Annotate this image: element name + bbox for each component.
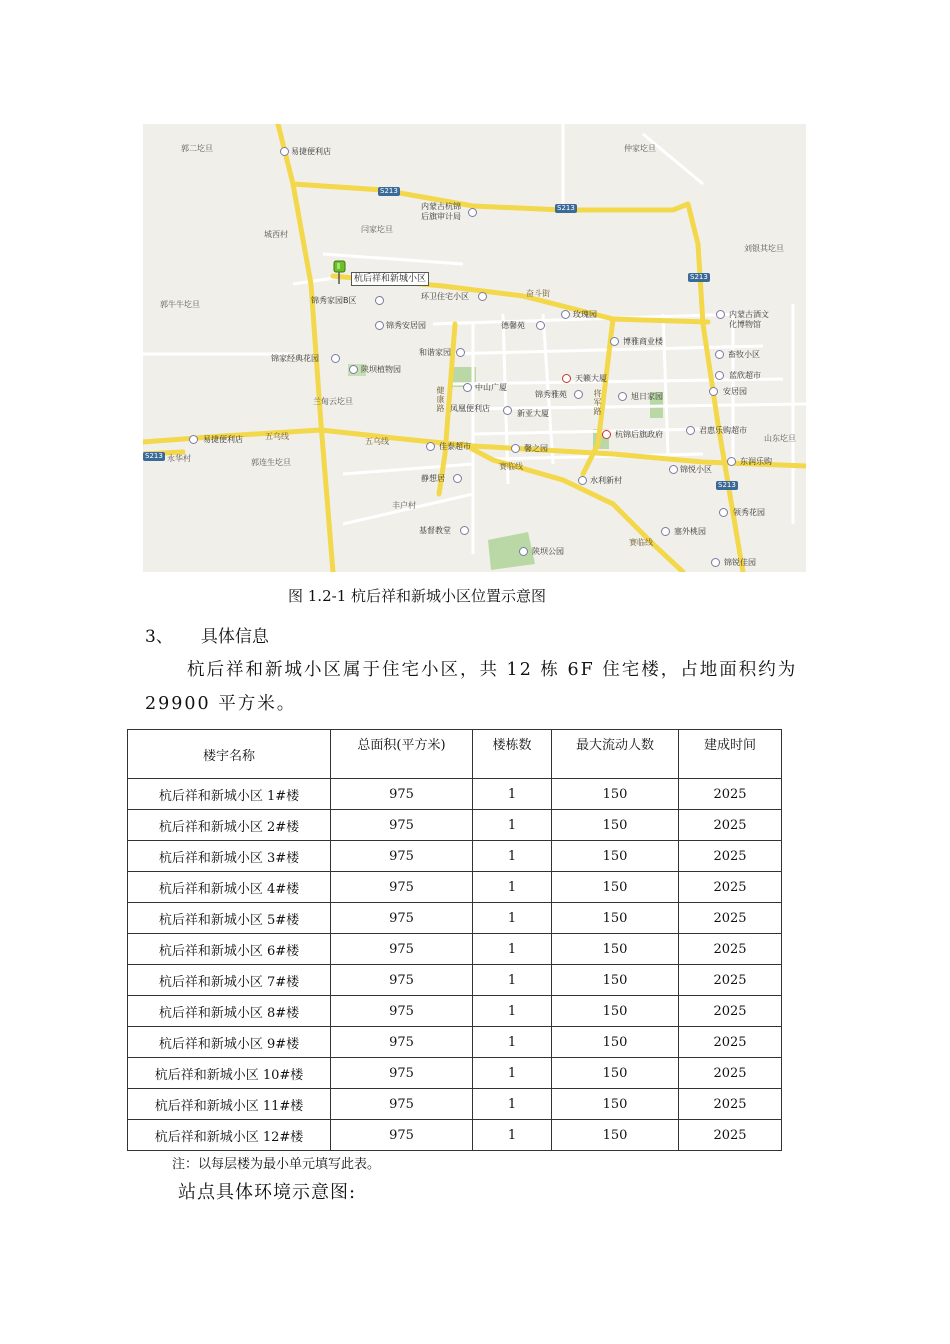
poi-icon xyxy=(618,392,627,401)
poi-icon xyxy=(426,442,435,451)
map-label: 佳泰超市 xyxy=(439,442,471,451)
table-cell: 1 xyxy=(473,841,552,872)
table-cell: 975 xyxy=(331,996,473,1027)
table-cell: 1 xyxy=(473,1089,552,1120)
table-cell: 杭后祥和新城小区 9#楼 xyxy=(128,1027,331,1058)
section-number: 3、 xyxy=(145,627,173,647)
table-row xyxy=(128,841,782,872)
table-cell: 975 xyxy=(331,934,473,965)
table-cell: 2025 xyxy=(679,903,782,934)
table-cell: 150 xyxy=(552,779,679,810)
map-label: 后旗审计局 xyxy=(421,212,461,221)
table-row xyxy=(128,779,782,810)
table-cell: 2025 xyxy=(679,841,782,872)
table-cell: 杭后祥和新城小区 6#楼 xyxy=(128,934,331,965)
map-label: 静想居 xyxy=(421,474,445,483)
table-cell: 150 xyxy=(552,1058,679,1089)
map-label: 博雅商业楼 xyxy=(623,337,663,346)
map-label: 锦秀安居园 xyxy=(386,321,426,330)
table-cell: 2025 xyxy=(679,1120,782,1151)
location-callout[interactable]: 杭后祥和新城小区 xyxy=(351,272,429,286)
poi-icon xyxy=(561,310,570,319)
table-cell: 杭后祥和新城小区 12#楼 xyxy=(128,1120,331,1151)
table-cell: 1 xyxy=(473,965,552,996)
poi-icon xyxy=(453,474,462,483)
map-label: 锦家经典花园 xyxy=(271,354,319,363)
table-cell: 杭后祥和新城小区 11#楼 xyxy=(128,1089,331,1120)
map-label: 君惠乐购超市 xyxy=(699,426,747,435)
map-label: 德馨苑 xyxy=(501,321,525,330)
poi-icon xyxy=(511,444,520,453)
highway-shield: S213 xyxy=(690,273,708,281)
table-cell: 975 xyxy=(331,841,473,872)
table-cell: 975 xyxy=(331,965,473,996)
poi-icon xyxy=(536,321,545,330)
table-cell: 975 xyxy=(331,872,473,903)
poi-icon xyxy=(602,430,611,439)
poi-icon xyxy=(478,292,487,301)
highway-shield: S213 xyxy=(380,187,398,195)
map-label: 郭二圪旦 xyxy=(181,144,213,153)
map-label: 塞外桃园 xyxy=(674,527,706,536)
location-map[interactable] xyxy=(143,124,806,572)
map-label: 水利新村 xyxy=(590,476,622,485)
poi-icon xyxy=(460,526,469,535)
poi-icon xyxy=(519,547,528,556)
map-label: 易捷便利店 xyxy=(291,147,331,156)
poi-icon xyxy=(280,147,289,156)
map-label: 玫瑰园 xyxy=(573,310,597,319)
road-label: 五乌线 xyxy=(265,432,289,441)
table-cell: 1 xyxy=(473,996,552,1027)
poi-icon xyxy=(349,365,358,374)
table-cell: 1 xyxy=(473,1027,552,1058)
table-row xyxy=(128,872,782,903)
poi-icon xyxy=(715,350,724,359)
table-cell: 2025 xyxy=(679,872,782,903)
table-cell: 2025 xyxy=(679,810,782,841)
map-label: 畜牧小区 xyxy=(728,350,760,359)
table-cell: 150 xyxy=(552,1120,679,1151)
site-heading: 站点具体环境示意图: xyxy=(178,1182,357,1203)
map-label: 环卫住宅小区 xyxy=(421,292,469,301)
poi-icon xyxy=(331,354,340,363)
table-cell: 1 xyxy=(473,934,552,965)
poi-icon xyxy=(574,390,583,399)
poi-icon xyxy=(715,371,724,380)
table-cell: 杭后祥和新城小区 2#楼 xyxy=(128,810,331,841)
section-heading xyxy=(145,622,269,647)
table-cell: 975 xyxy=(331,779,473,810)
poi-icon xyxy=(727,457,736,466)
table-cell: 975 xyxy=(331,1027,473,1058)
description-paragraph: 杭后祥和新城小区属于住宅小区，共 12 栋 6F 住宅楼，占地面积约为 29900 平方米。 xyxy=(145,660,798,714)
road-label: 赛临线 xyxy=(629,538,653,547)
map-label: 锦秀家园B区 xyxy=(311,296,357,305)
location-pin-icon[interactable] xyxy=(331,259,349,285)
table-cell: 1 xyxy=(473,810,552,841)
highway-shield: S213 xyxy=(718,481,736,489)
table-cell: 150 xyxy=(552,965,679,996)
map-label: 内蒙古酒文 xyxy=(729,310,769,319)
section-title: 具体信息 xyxy=(200,627,269,647)
table-cell: 2025 xyxy=(679,965,782,996)
map-label: 易捷便利店 xyxy=(203,435,243,444)
poi-icon xyxy=(610,337,619,346)
table-cell: 150 xyxy=(552,841,679,872)
map-label: 和谐家园 xyxy=(419,348,451,357)
table-row xyxy=(128,903,782,934)
table-cell: 2025 xyxy=(679,934,782,965)
table-cell: 975 xyxy=(331,1089,473,1120)
poi-icon xyxy=(716,310,725,319)
table-cell: 975 xyxy=(331,1120,473,1151)
column-header: 建成时间 xyxy=(679,730,782,779)
table-cell: 2025 xyxy=(679,779,782,810)
map-label: 陕坝公园 xyxy=(532,547,564,556)
map-label: 城西村 xyxy=(264,230,288,239)
poi-icon xyxy=(375,321,384,330)
map-label: 杭锦后旗政府 xyxy=(615,430,663,439)
map-label: 刘银其圪旦 xyxy=(744,244,784,253)
map-label: 中山广厦 xyxy=(475,383,507,392)
table-row xyxy=(128,996,782,1027)
table-cell: 2025 xyxy=(679,1027,782,1058)
road-label: 将军路 xyxy=(593,389,602,416)
map-label: 蓝欣超市 xyxy=(729,371,761,380)
table-cell: 975 xyxy=(331,810,473,841)
building-table xyxy=(127,729,782,1151)
table-cell: 2025 xyxy=(679,1089,782,1120)
map-roads xyxy=(143,124,806,572)
map-label: 锦悦小区 xyxy=(680,465,712,474)
column-header: 楼栋数 xyxy=(473,730,552,779)
table-cell: 1 xyxy=(473,1120,552,1151)
table-cell: 150 xyxy=(552,1089,679,1120)
table-cell: 杭后祥和新城小区 10#楼 xyxy=(128,1058,331,1089)
table-cell: 150 xyxy=(552,1027,679,1058)
map-label: 基督教堂 xyxy=(419,526,451,535)
table-header-row xyxy=(128,730,782,779)
table-cell: 150 xyxy=(552,996,679,1027)
map-label: 旭日家园 xyxy=(631,392,663,401)
table-cell: 杭后祥和新城小区 5#楼 xyxy=(128,903,331,934)
map-label: 领秀花园 xyxy=(733,508,765,517)
poi-icon xyxy=(463,383,472,392)
table-cell: 2025 xyxy=(679,1058,782,1089)
map-label: 陕坝植物园 xyxy=(361,365,401,374)
poi-icon xyxy=(375,296,384,305)
table-cell: 150 xyxy=(552,872,679,903)
map-label: 仲家圪旦 xyxy=(624,144,656,153)
poi-icon xyxy=(709,387,718,396)
map-label: 闫家圪旦 xyxy=(361,225,393,234)
poi-icon xyxy=(578,476,587,485)
table-cell: 1 xyxy=(473,903,552,934)
map-label: 郭连生圪旦 xyxy=(251,458,291,467)
map-label: 东润乐购 xyxy=(740,457,772,466)
poi-icon xyxy=(468,208,477,217)
table-cell: 1 xyxy=(473,1058,552,1089)
poi-icon xyxy=(503,406,512,415)
table-cell: 杭后祥和新城小区 4#楼 xyxy=(128,872,331,903)
column-header: 总面积(平方米) xyxy=(331,730,473,779)
map-label: 安居园 xyxy=(723,387,747,396)
road-label: 五乌线 xyxy=(365,437,389,446)
poi-icon xyxy=(686,426,695,435)
column-header: 楼宇名称 xyxy=(128,730,331,779)
table-cell: 150 xyxy=(552,810,679,841)
poi-icon xyxy=(719,508,728,517)
poi-icon xyxy=(562,374,571,383)
poi-icon xyxy=(711,558,720,567)
map-label: 新亚大厦 xyxy=(517,409,549,418)
table-cell: 杭后祥和新城小区 7#楼 xyxy=(128,965,331,996)
map-label: 锦秀雅苑 xyxy=(535,390,567,399)
poi-icon xyxy=(669,465,678,474)
table-cell: 1 xyxy=(473,872,552,903)
table-row xyxy=(128,965,782,996)
map-label: 凤凰便利店 xyxy=(450,404,490,413)
poi-icon xyxy=(189,435,198,444)
poi-icon xyxy=(661,527,670,536)
map-label: 化博物馆 xyxy=(729,320,761,329)
map-label: 天籁大厦 xyxy=(575,374,607,383)
table-cell: 975 xyxy=(331,903,473,934)
map-label: 永华村 xyxy=(167,454,191,463)
poi-icon xyxy=(456,348,465,357)
map-label: 丰户村 xyxy=(392,501,416,510)
table-cell: 1 xyxy=(473,779,552,810)
map-label: 锦锐佳园 xyxy=(724,558,756,567)
table-cell: 2025 xyxy=(679,996,782,1027)
map-label: 山东圪旦 xyxy=(764,434,796,443)
table-cell: 杭后祥和新城小区 3#楼 xyxy=(128,841,331,872)
table-cell: 975 xyxy=(331,1058,473,1089)
table-row xyxy=(128,1027,782,1058)
table-row xyxy=(128,1058,782,1089)
table-cell: 150 xyxy=(552,903,679,934)
table-cell: 150 xyxy=(552,934,679,965)
map-label: 内蒙古杭锦 xyxy=(421,202,461,211)
table-note: 注：以每层楼为最小单元填写此表。 xyxy=(172,1157,381,1172)
map-label: 兰甸云圪旦 xyxy=(313,397,353,406)
road-label: 奋斗街 xyxy=(526,289,550,298)
highway-shield: S213 xyxy=(145,452,163,460)
column-header: 最大流动人数 xyxy=(552,730,679,779)
map-label: 馨之园 xyxy=(524,444,548,453)
table-row xyxy=(128,1089,782,1120)
table-row xyxy=(128,1120,782,1151)
table-row xyxy=(128,810,782,841)
road-label: 健康路 xyxy=(436,386,445,413)
highway-shield: S213 xyxy=(557,204,575,212)
map-label: 郭牛牛圪旦 xyxy=(160,300,200,309)
road-label: 赛临线 xyxy=(499,462,523,471)
table-cell: 杭后祥和新城小区 1#楼 xyxy=(128,779,331,810)
table-cell: 杭后祥和新城小区 8#楼 xyxy=(128,996,331,1027)
figure-caption: 图 1.2-1 杭后祥和新城小区位置示意图 xyxy=(288,587,547,605)
table-row xyxy=(128,934,782,965)
